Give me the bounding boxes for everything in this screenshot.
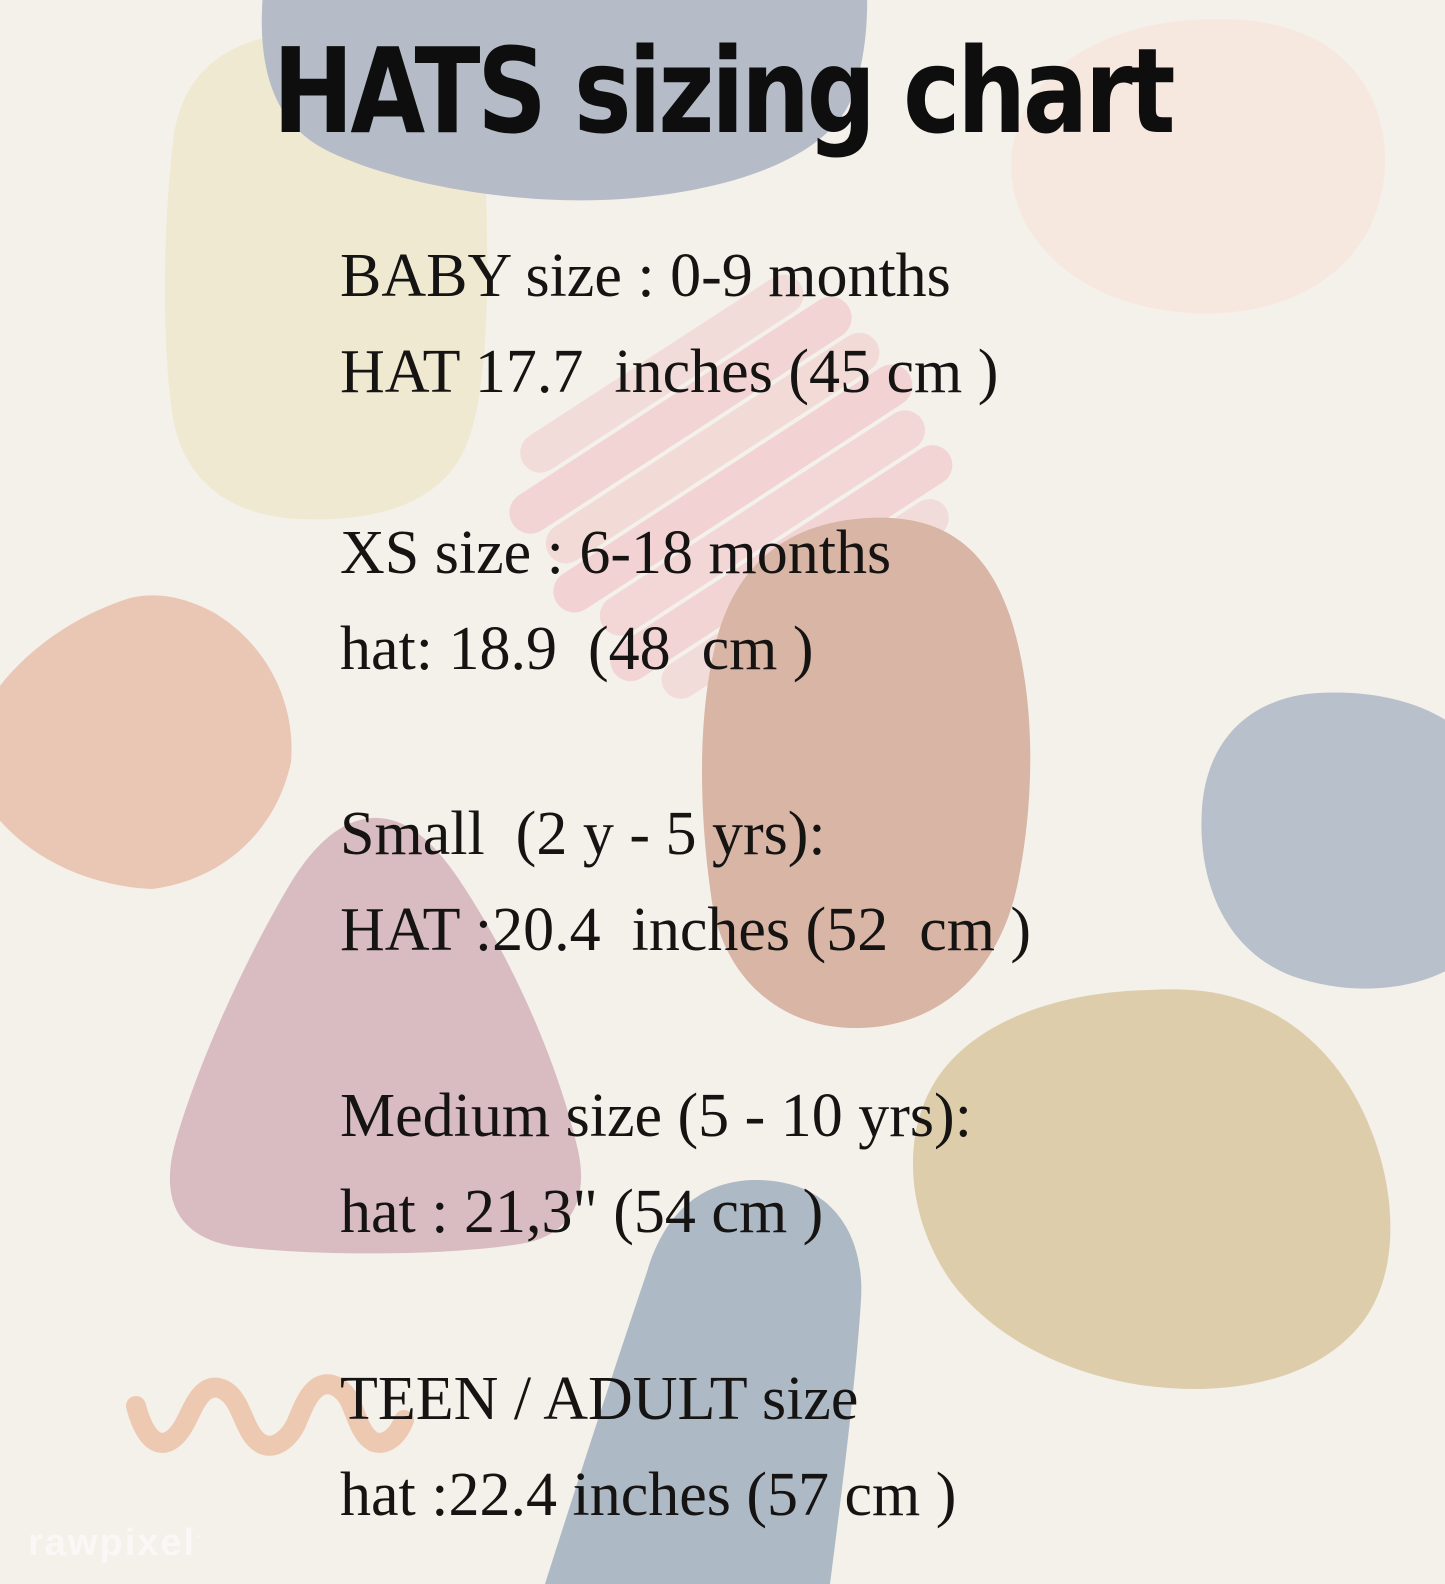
size-measurement: HAT 17.7 inches (45 cm ) xyxy=(340,338,999,406)
size-block-medium xyxy=(340,1068,972,1260)
size-block-teen-adult xyxy=(340,1351,956,1543)
watermark-text: rawpixel xyxy=(28,1522,197,1564)
poster-title: HATS sizing chart xyxy=(272,22,1173,160)
watermark-mark: · xyxy=(196,1528,202,1546)
size-measurement: hat :22.4 inches (57 cm ) xyxy=(340,1461,957,1529)
size-label: TEEN / ADULT size xyxy=(340,1365,859,1433)
size-measurement: hat: 18.9 (48 cm ) xyxy=(340,615,814,683)
size-label: Small (2 y - 5 yrs): xyxy=(340,800,826,868)
watermark xyxy=(28,1522,201,1565)
size-label: XS size : 6-18 months xyxy=(340,519,892,587)
size-measurement: HAT :20.4 inches (52 cm ) xyxy=(340,896,1032,964)
size-block-xs xyxy=(340,505,891,697)
size-measurement: hat : 21,3" (54 cm ) xyxy=(340,1178,824,1246)
size-block-baby xyxy=(340,228,998,420)
size-label: Medium size (5 - 10 yrs): xyxy=(340,1082,972,1150)
size-label: BABY size : 0-9 months xyxy=(340,242,951,310)
size-block-small xyxy=(340,786,1031,978)
